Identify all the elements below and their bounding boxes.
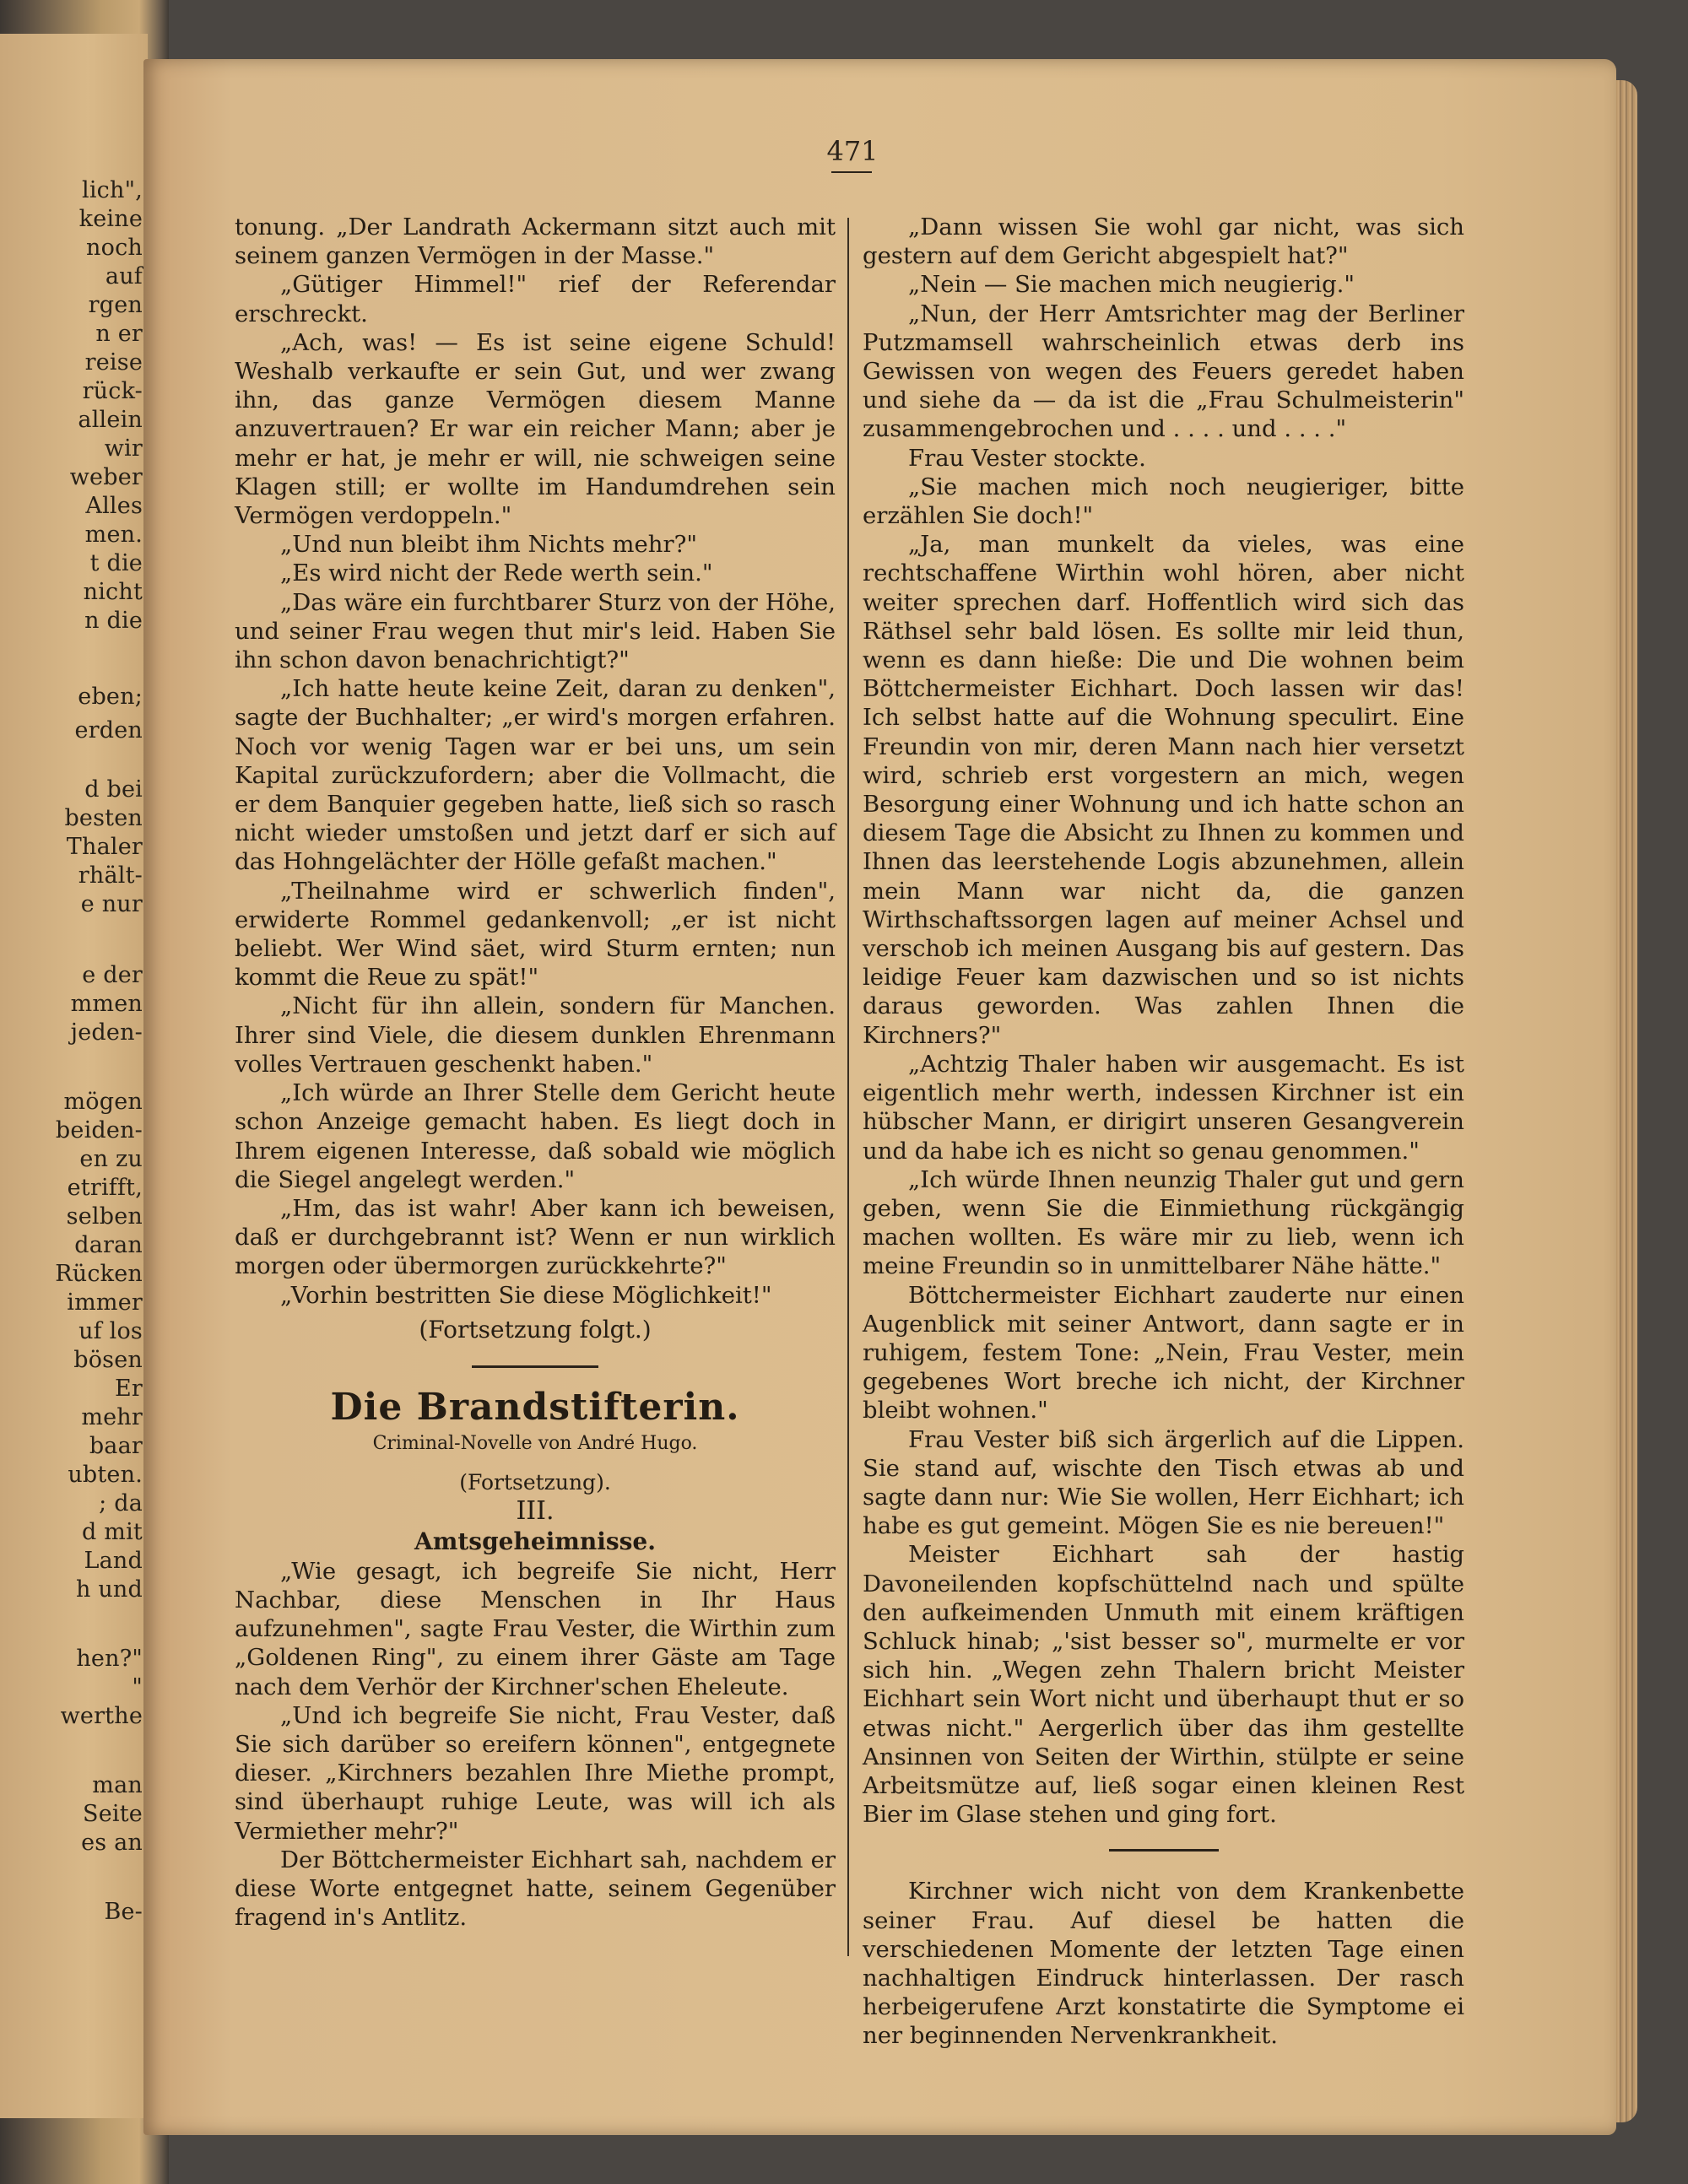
left-page-fragment: jeden-: [70, 1019, 143, 1046]
paragraph: Kirchner wich nicht von dem Krankenbette seiner Frau. Auf diesel be hatten die verschiedenen Momente der letzten Tage einen nachhaltigen Eindruck hinterlassen. Der rasch herbeigerufene Arzt konstatirte die Symptome ei ner beginnenden Nervenkrankheit.: [863, 1878, 1464, 2050]
left-page-fragment: mögen: [63, 1089, 143, 1115]
left-page-fragment: n die: [84, 608, 143, 634]
left-page-fragment: Seite: [83, 1801, 143, 1827]
left-page-fragment: wir: [104, 435, 143, 462]
left-page-fragment: rgen: [88, 292, 143, 318]
paragraph: „Nein — Sie machen mich neugierig.": [908, 271, 1355, 299]
left-page-fragment: e der: [82, 962, 143, 988]
paragraph: Meister Eichhart sah der hastig Davoneilenden kopfschüttelnd nach und spülte den aufkeimenden Unmuth mit einem kräftigen Schluck hinab; „'sist besser so", murmelte er vor sich hin. „Wegen zehn Thalern bricht Meister Eichhart sein Wort nicht und überhaupt thut er so etwas nicht." Aergerlich über das ihm gestellte Ansinnen von Seiten der Wirthin, stülpte er seine Arbeitsmütze auf, ließ sogar einen kleinen Rest Bier im Glase stehen und ging fort.: [863, 1541, 1464, 1829]
left-page-edge: [0, 34, 148, 2118]
left-page-fragment: noch: [86, 235, 143, 261]
left-page-fragment: eben;: [78, 684, 143, 710]
paragraph: „Ach, was! — Es ist seine eigene Schuld! Weshalb verkaufte er sein Gut, und wer zwang ihn, das ganze Vermögen diesem Manne anzuvertrauen? Er war ein reicher Mann; aber je mehr er hat, je mehr er will, nie schweigen seine Klagen still; er wollte im Handumdrehen sein Vermögen verdoppeln.": [235, 328, 836, 530]
paragraph: „Und nun bleibt ihm Nichts mehr?": [280, 531, 698, 559]
left-page-fragment: nicht: [83, 579, 143, 605]
paragraph: „Ich würde Ihnen neunzig Thaler gut und gern geben, wenn Sie die Einmiethung rückgängig machen wollten. Es wäre mir zu lieb, wenn ich meine Freundin so in unmittelbarer Nähe hätte.": [863, 1165, 1464, 1280]
story-title: Die Brandstifterin.: [330, 1385, 740, 1429]
left-page-fragment: mmen: [70, 991, 143, 1017]
paragraph: Frau Vester stockte.: [908, 444, 1146, 472]
paragraph: „Das wäre ein furchtbarer Sturz von der Höhe, und seiner Frau wegen thut mir's leid. Haben Sie ihn schon davon benachrichtigt?": [235, 588, 836, 674]
left-page-fragment: en zu: [79, 1146, 143, 1172]
left-page-fragment: selben: [66, 1203, 143, 1230]
paragraph: „Wie gesagt, ich begreife Sie nicht, Herr Nachbar, diese Menschen in Ihr Haus aufzunehmen", sagte Frau Vester, die Wirthin zum „Goldenen Ring", zu einem ihrer Gäste am Tage nach dem Verhör der Kirchner'schen Eheleute.: [235, 1557, 836, 1700]
left-page-fragment: allein: [78, 407, 143, 433]
paragraph: „Theilnahme wird er schwerlich finden", erwiderte Rommel gedankenvoll; „er ist nicht beliebt. Wer Wind säet, wird Sturm ernten; nun kommt die Reue zu spät!": [235, 877, 836, 992]
paragraph: „Achtzig Thaler haben wir ausgemacht. Es ist eigentlich mehr werth, indessen Kirchner ist ein hübscher Mann, er dirigirt unseren Gesangverein und da habe ich es nicht so genau genommen.": [863, 1050, 1464, 1165]
page-number-underline: [831, 171, 872, 173]
to-be-continued: (Fortsetzung folgt.): [419, 1315, 652, 1343]
left-page-fragment: es an: [81, 1830, 143, 1856]
left-page-fragment: uf los: [78, 1318, 143, 1344]
left-page-fragment: n er: [95, 321, 143, 347]
left-page-fragment: reise: [84, 349, 143, 376]
section-separator: [1109, 1849, 1219, 1852]
continued-note: (Fortsetzung).: [459, 1469, 611, 1495]
paragraph: „Nun, der Herr Amtsrichter mag der Berliner Putzmamsell wahrscheinlich etwas derb ins Gewissen von wegen des Feuers geredet haben und siehe da — da ist die „Frau Schulmeisterin" zusammengebrochen und . . . . und . . . .": [863, 300, 1464, 443]
left-page-fragment: rhält-: [78, 862, 143, 889]
left-page-fragment: baar: [89, 1433, 143, 1459]
left-page-fragment: etrifft,: [67, 1175, 143, 1201]
left-page-fragment: daran: [74, 1232, 143, 1258]
left-page-fragment: d bei: [84, 776, 143, 803]
paragraph: „Sie machen mich noch neugieriger, bitte erzählen Sie doch!": [863, 473, 1464, 530]
chapter-title: Amtsgeheimnisse.: [414, 1527, 656, 1555]
left-column: [235, 213, 836, 1932]
left-page-fragment: h und: [75, 1576, 143, 1603]
paragraph: „Ich hatte heute keine Zeit, daran zu denken", sagte der Buchhalter; „er wird's morgen erfahren. Noch vor wenig Tagen war er bei uns, um sein Kapital zurückzufordern; aber die Vollmacht, die er dem Banquier gegeben hatte, ließ sich so rasch nicht wieder umstoßen und jetzt darf er sich auf das Hohngelächter der Hölle gefaßt machen.": [235, 675, 836, 876]
paragraph: „Ja, man munkelt da vieles, was eine rechtschaffene Wirthin wohl hören, aber nicht weiter sprechen darf. Hoffentlich wird sich das Räthsel sehr bald lösen. Es sollte mir leid thun, wenn es dann hieße: Die und Die wohnen beim Böttchermeister Eichhart. Doch lassen wir das! Ich selbst hatte auf die Wohnung speculirt. Eine Freundin von mir, deren Mann nach hier versetzt wird, schrieb erst vorgestern an mich, wegen Besorgung einer Wohnung und ich hatte schon an diesem Tage die Absicht zu Ihnen zu kommen und Ihnen das leerstehende Logis abzunehmen, allein mein Mann war nicht da, die ganzen Wirthschaftssorgen lagen auf meiner Achsel und verschob ich meinen Ausgang bis auf gestern. Das leidige Feuer kam dazwischen und so ist nichts daraus geworden. Was zahlen Ihnen die Kirchners?": [863, 531, 1464, 1049]
left-page-fragment: besten: [64, 805, 143, 831]
left-page-fragment: Alles: [85, 493, 143, 519]
paragraph: Böttchermeister Eichhart zauderte nur einen Augenblick mit seiner Antwort, dann sagte er in ruhigem, festem Tone: „Nein, Frau Vester, mein gegebenes Wort breche ich nicht, der Kirchner bleibt wohnen.": [863, 1281, 1464, 1424]
left-page-fragment: erden: [74, 717, 143, 743]
left-page-fragment: werthe: [60, 1703, 143, 1729]
chapter-number: III.: [516, 1495, 555, 1526]
left-page-fragment: man: [92, 1772, 143, 1798]
left-page-fragment: ": [132, 1674, 143, 1700]
left-page-fragment: mehr: [81, 1404, 143, 1430]
paragraph: „Es wird nicht der Rede werth sein.": [280, 560, 713, 587]
left-page-fragment: t die: [89, 550, 143, 576]
page-number: 471: [826, 135, 879, 167]
paragraph: „Dann wissen Sie wohl gar nicht, was sich gestern auf dem Gericht abgespielt hat?": [863, 214, 1464, 270]
paragraph: Der Böttchermeister Eichhart sah, nachdem er diese Worte entgegnet hatte, seinem Gegenüber fragend in's Antlitz.: [235, 1846, 836, 1932]
left-page-fragment: ; da: [99, 1490, 143, 1516]
paragraph: „Hm, das ist wahr! Aber kann ich beweisen, daß er durchgebrannt ist? Wenn er nun wirklich morgen oder übermorgen zurückkehrte?": [235, 1194, 836, 1280]
left-page-fragment: e nur: [80, 891, 143, 917]
left-page-fragment: lich",: [82, 177, 143, 203]
paragraph: „Und ich begreife Sie nicht, Frau Vester, daß Sie sich darüber so ereifern können", entgegnete dieser. „Kirchners bezahlen Ihre Miethe prompt, sind überhaupt ruhige Leute, was will ich als Vermiether mehr?": [235, 1701, 836, 1845]
story-subtitle: Criminal-Novelle von André Hugo.: [372, 1432, 698, 1454]
left-page-fragment: keine: [78, 206, 143, 232]
paragraph: „Gütiger Himmel!" rief der Referendar erschreckt.: [235, 271, 836, 327]
left-page-fragment: beiden-: [55, 1117, 143, 1143]
left-page-fragment: ubten.: [68, 1462, 143, 1488]
section-separator: [472, 1365, 598, 1368]
left-page-fragment: hen?": [76, 1646, 143, 1672]
left-page-fragment: Thaler: [66, 834, 143, 860]
column-divider: [847, 218, 849, 1956]
left-page-fragment: men.: [84, 522, 143, 548]
left-page-fragment: Land: [84, 1548, 143, 1574]
left-page-fragment: Rücken: [55, 1261, 143, 1287]
paragraph: Frau Vester biß sich ärgerlich auf die Lippen. Sie stand auf, wischte den Tisch etwas ab und sagte dann nur: Wie Sie wollen, Herr Eichhart; ich habe es gut gemeint. Mögen Sie es nie bereuen!": [863, 1425, 1464, 1540]
paragraph: „Nicht für ihn allein, sondern für Manchen. Ihrer sind Viele, die diesem dunklen Ehrenmann volles Vertrauen geschenkt haben.": [235, 992, 836, 1078]
left-page-fragment: rück-: [82, 378, 143, 404]
left-page-fragment: Be-: [104, 1899, 143, 1925]
left-page-fragment: auf: [105, 263, 143, 289]
paragraph: tonung. „Der Landrath Ackermann sitzt auch mit seinem ganzen Vermögen in der Masse.": [235, 214, 836, 270]
left-page-fragment: d mit: [82, 1519, 143, 1545]
left-page-fragment: bösen: [73, 1347, 143, 1373]
paragraph: „Vorhin bestritten Sie diese Möglichkeit!": [280, 1281, 772, 1309]
paragraph: „Ich würde an Ihrer Stelle dem Gericht heute schon Anzeige gemacht haben. Es liegt doch in Ihrem eigenen Interesse, daß sobald wie möglich die Siegel angelegt werden.": [235, 1079, 836, 1193]
left-page-fragment: weber: [69, 464, 143, 490]
left-page-fragment: immer: [67, 1289, 143, 1316]
right-column: [863, 213, 1464, 2051]
left-page-fragment: Er: [114, 1376, 143, 1402]
